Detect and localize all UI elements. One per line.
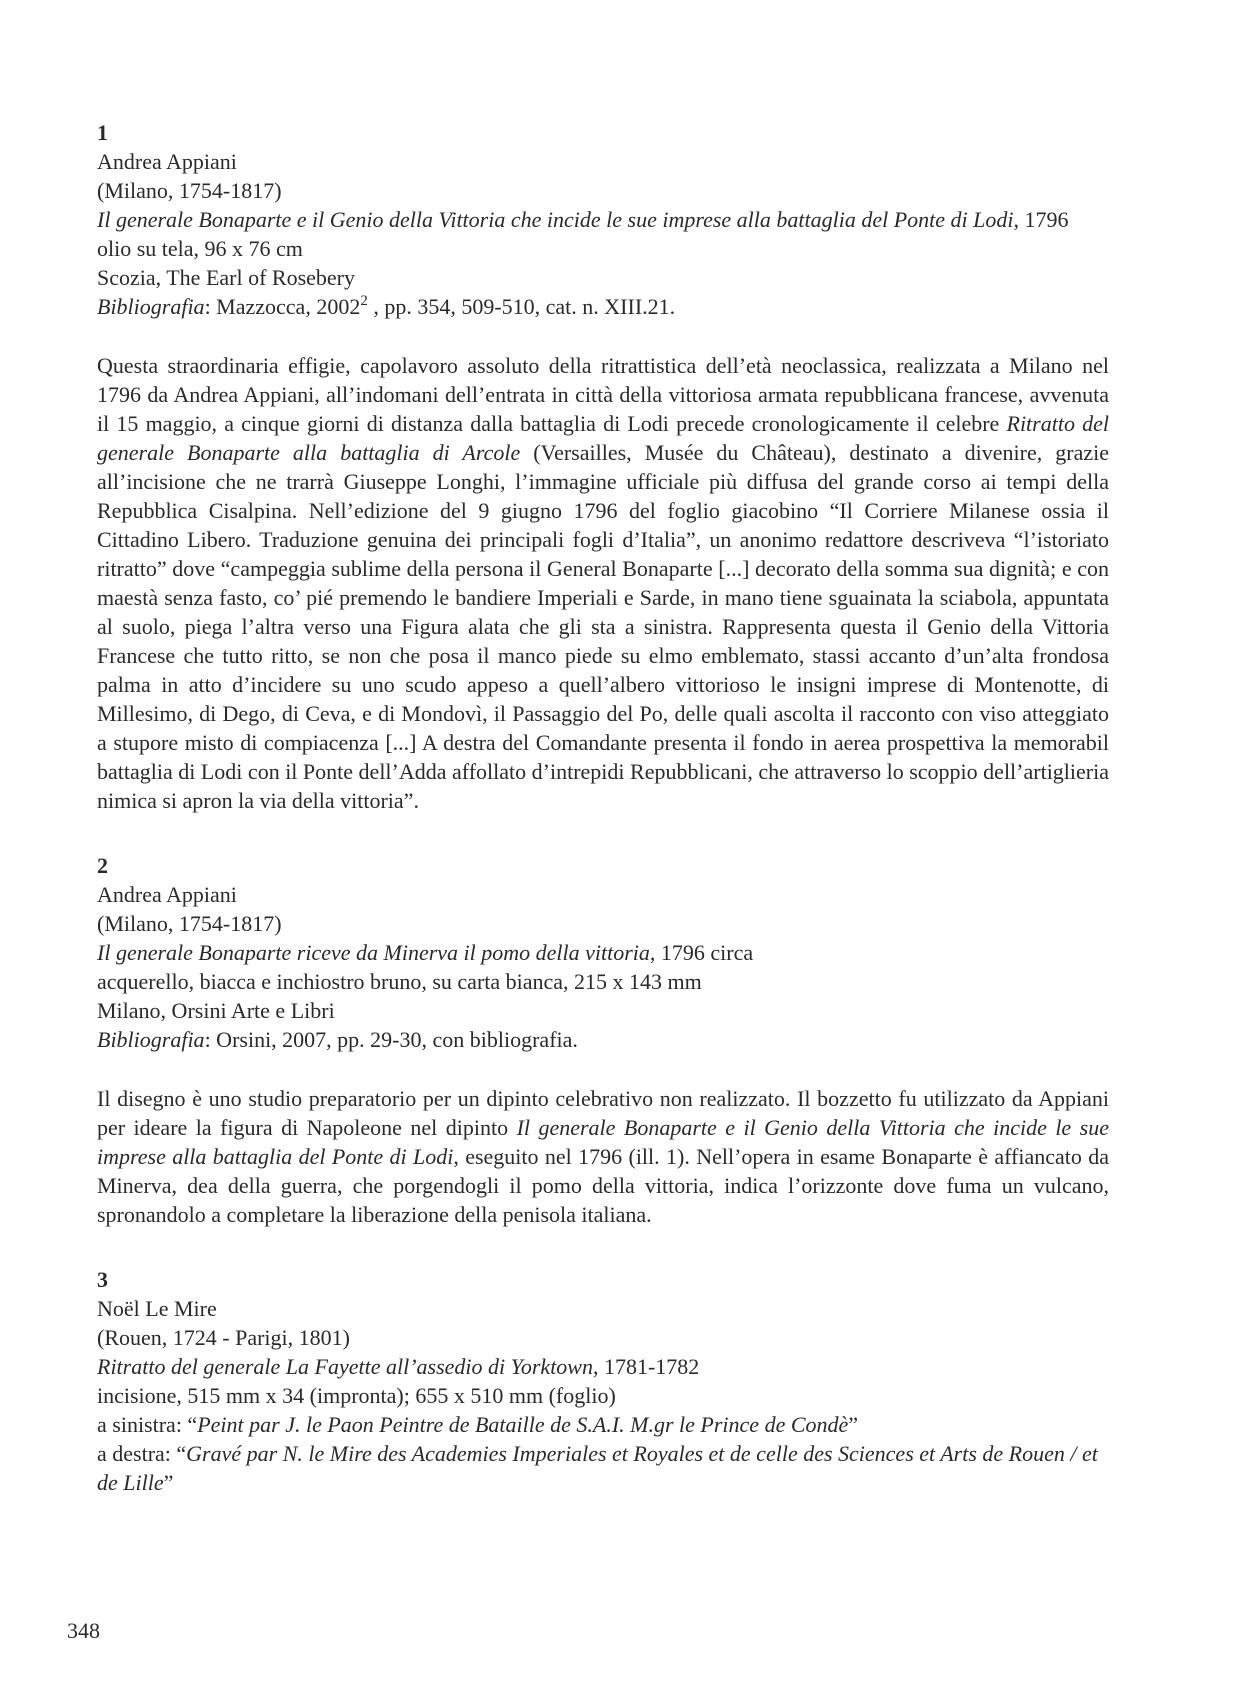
catalog-entry-3 — [97, 1265, 1109, 1497]
entry-title-line — [97, 938, 1109, 967]
entry-body-text — [97, 1084, 1109, 1229]
entry-location: Scozia, The Earl of Rosebery — [97, 265, 356, 290]
bibliography-label: Bibliografia — [97, 294, 205, 319]
entry-title: Il generale Bonaparte riceve da Minerva il pomo della vittoria — [97, 940, 650, 965]
body-text-part-a: Questa straordinaria effigie, capolavoro assoluto della ritrattistica dell’età neoclassica, realizzata a Milano nel 1796 da Andrea Appiani, all’indomani dell’entrata in città della vittoriosa armata repubblicana francese, avvenuta il 15 maggio, a cinque giorni di distanza dalla battaglia di Lodi precede cronologicamente il celebre — [97, 353, 1109, 436]
body-text-italic: Il generale Bonaparte e il Genio della Vittoria che incide le sue imprese alla battaglia del Ponte di Lodi — [97, 1115, 1109, 1169]
entry-title: Il generale Bonaparte e il Genio della Vittoria che incide le sue imprese alla battaglia del Ponte di Lodi — [97, 207, 1014, 232]
entry-body-text — [97, 351, 1109, 815]
inscription-right-text: Gravé par N. le Mire des Academies Imperiales et Royales et de celle des Sciences et Arts de Rouen / et de Lille — [97, 1441, 1098, 1495]
entry-author: Andrea Appiani — [97, 882, 237, 907]
page-content — [97, 118, 1109, 1497]
entry-dates: (Milano, 1754-1817) — [97, 911, 282, 936]
page-number: 348 — [67, 1618, 100, 1643]
entry-title: Ritratto del generale La Fayette all’assedio di Yorktown — [97, 1354, 593, 1379]
entry-bibliography — [97, 1025, 1109, 1054]
entry-year: , 1796 — [1013, 207, 1069, 232]
entry-title-line — [97, 1352, 1109, 1381]
entry-author: Noël Le Mire — [97, 1296, 217, 1321]
bibliography-label: Bibliografia — [97, 1027, 205, 1052]
entry-dates: (Rouen, 1724 - Parigi, 1801) — [97, 1325, 350, 1350]
body-text-part-b: (Versailles, Musée du Château), destinato a divenire, grazie all’incisione che ne trarrà Giuseppe Longhi, l’immagine ufficiale più diffusa del grande corso ai tempi della Repubblica Cisalpina. Nell’edizione del 9 giugno 1796 del foglio giacobino “Il Corriere Milanese ossia il Cittadino Libero. Traduzione genuina dei principali fogli d’Italia”, un anonimo redattore descriveva “l’istoriato ritratto” dove “campeggia sublime della persona il General Bonaparte [...] decorato della somma sua dignità; e con maestà senza fasto, co’ pié premendo le bandiere Imperiali e Sarde, in mano tiene sguainata la sciabola, appuntata al suolo, piega l’altra verso una Figura alata che gli sta a sinistra. Rappresenta questa il Genio della Vittoria Francese che tutto ritto, se non che posa il manco piede su elmo emblemato, stassi accanto d’un’alta frondosa palma in atto d’incidere su uno scudo appeso a quell’albero vittorioso le insigni imprese di Montenotte, di Millesimo, di Dego, di Ceva, e di Mondovì, il Passaggio del Po, delle quali ascolta il racconto con viso atteggiato a stupore misto di compiacenza [...] A destra del Comandante presenta il fondo in aerea prospettiva la memorabil battaglia di Lodi con il Ponte dell’Adda affollato d’intrepidi Repubblicani, che attraverso lo scoppio dell’artiglieria nimica si apron la via della vittoria”. — [97, 440, 1110, 813]
bibliography-superscript: 2 — [360, 293, 368, 309]
inscription-right-close: ” — [163, 1470, 174, 1495]
inscription-left-text: Peint par J. le Paon Peintre de Bataille de S.A.I. M.gr le Prince de Condè — [197, 1412, 849, 1437]
entry-medium: olio su tela, 96 x 76 cm — [97, 236, 303, 261]
entry-number: 3 — [97, 1267, 108, 1292]
inscription-left-label: a sinistra: “ — [97, 1412, 198, 1437]
entry-author: Andrea Appiani — [97, 149, 237, 174]
inscription-right — [97, 1439, 1109, 1497]
bibliography-text-b: , pp. 354, 509-510, cat. n. XIII.21. — [367, 294, 676, 319]
bibliography-text-a: : Mazzocca, 2002 — [204, 294, 361, 319]
entry-year: , 1796 circa — [649, 940, 754, 965]
catalog-entry-2 — [97, 851, 1109, 1229]
entry-year: , 1781-1782 — [592, 1354, 700, 1379]
entry-location: Milano, Orsini Arte e Libri — [97, 998, 335, 1023]
entry-medium: acquerello, biacca e inchiostro bruno, su carta bianca, 215 x 143 mm — [97, 969, 702, 994]
inscription-left — [97, 1410, 1109, 1439]
bibliography-text: : Orsini, 2007, pp. 29-30, con bibliografia. — [204, 1027, 578, 1052]
inscription-left-close: ” — [848, 1412, 859, 1437]
body-text-part-a: Il disegno è uno studio preparatorio per un dipinto celebrativo non realizzato. Il bozzetto fu utilizzato da Appiani per ideare la figura di Napoleone nel dipinto — [97, 1086, 1109, 1140]
entry-bibliography — [97, 292, 1109, 321]
entry-title-line — [97, 205, 1109, 234]
inscription-right-label: a destra: “ — [97, 1441, 187, 1466]
entry-dates: (Milano, 1754-1817) — [97, 178, 282, 203]
entry-number: 2 — [97, 853, 108, 878]
catalog-entry-1 — [97, 118, 1109, 815]
body-text-italic: Ritratto del generale Bonaparte alla battaglia di Arcole — [97, 411, 1109, 465]
body-text-part-b: , eseguito nel 1796 (ill. 1). Nell’opera in esame Bonaparte è affiancato da Minerva, dea della guerra, che porgendogli il pomo della vittoria, indica l’orizzonte dove fuma un vulcano, spronandolo a completare la liberazione della penisola italiana. — [97, 1144, 1109, 1227]
entry-medium: incisione, 515 mm x 34 (impronta); 655 x 510 mm (foglio) — [97, 1383, 616, 1408]
entry-number: 1 — [97, 120, 108, 145]
